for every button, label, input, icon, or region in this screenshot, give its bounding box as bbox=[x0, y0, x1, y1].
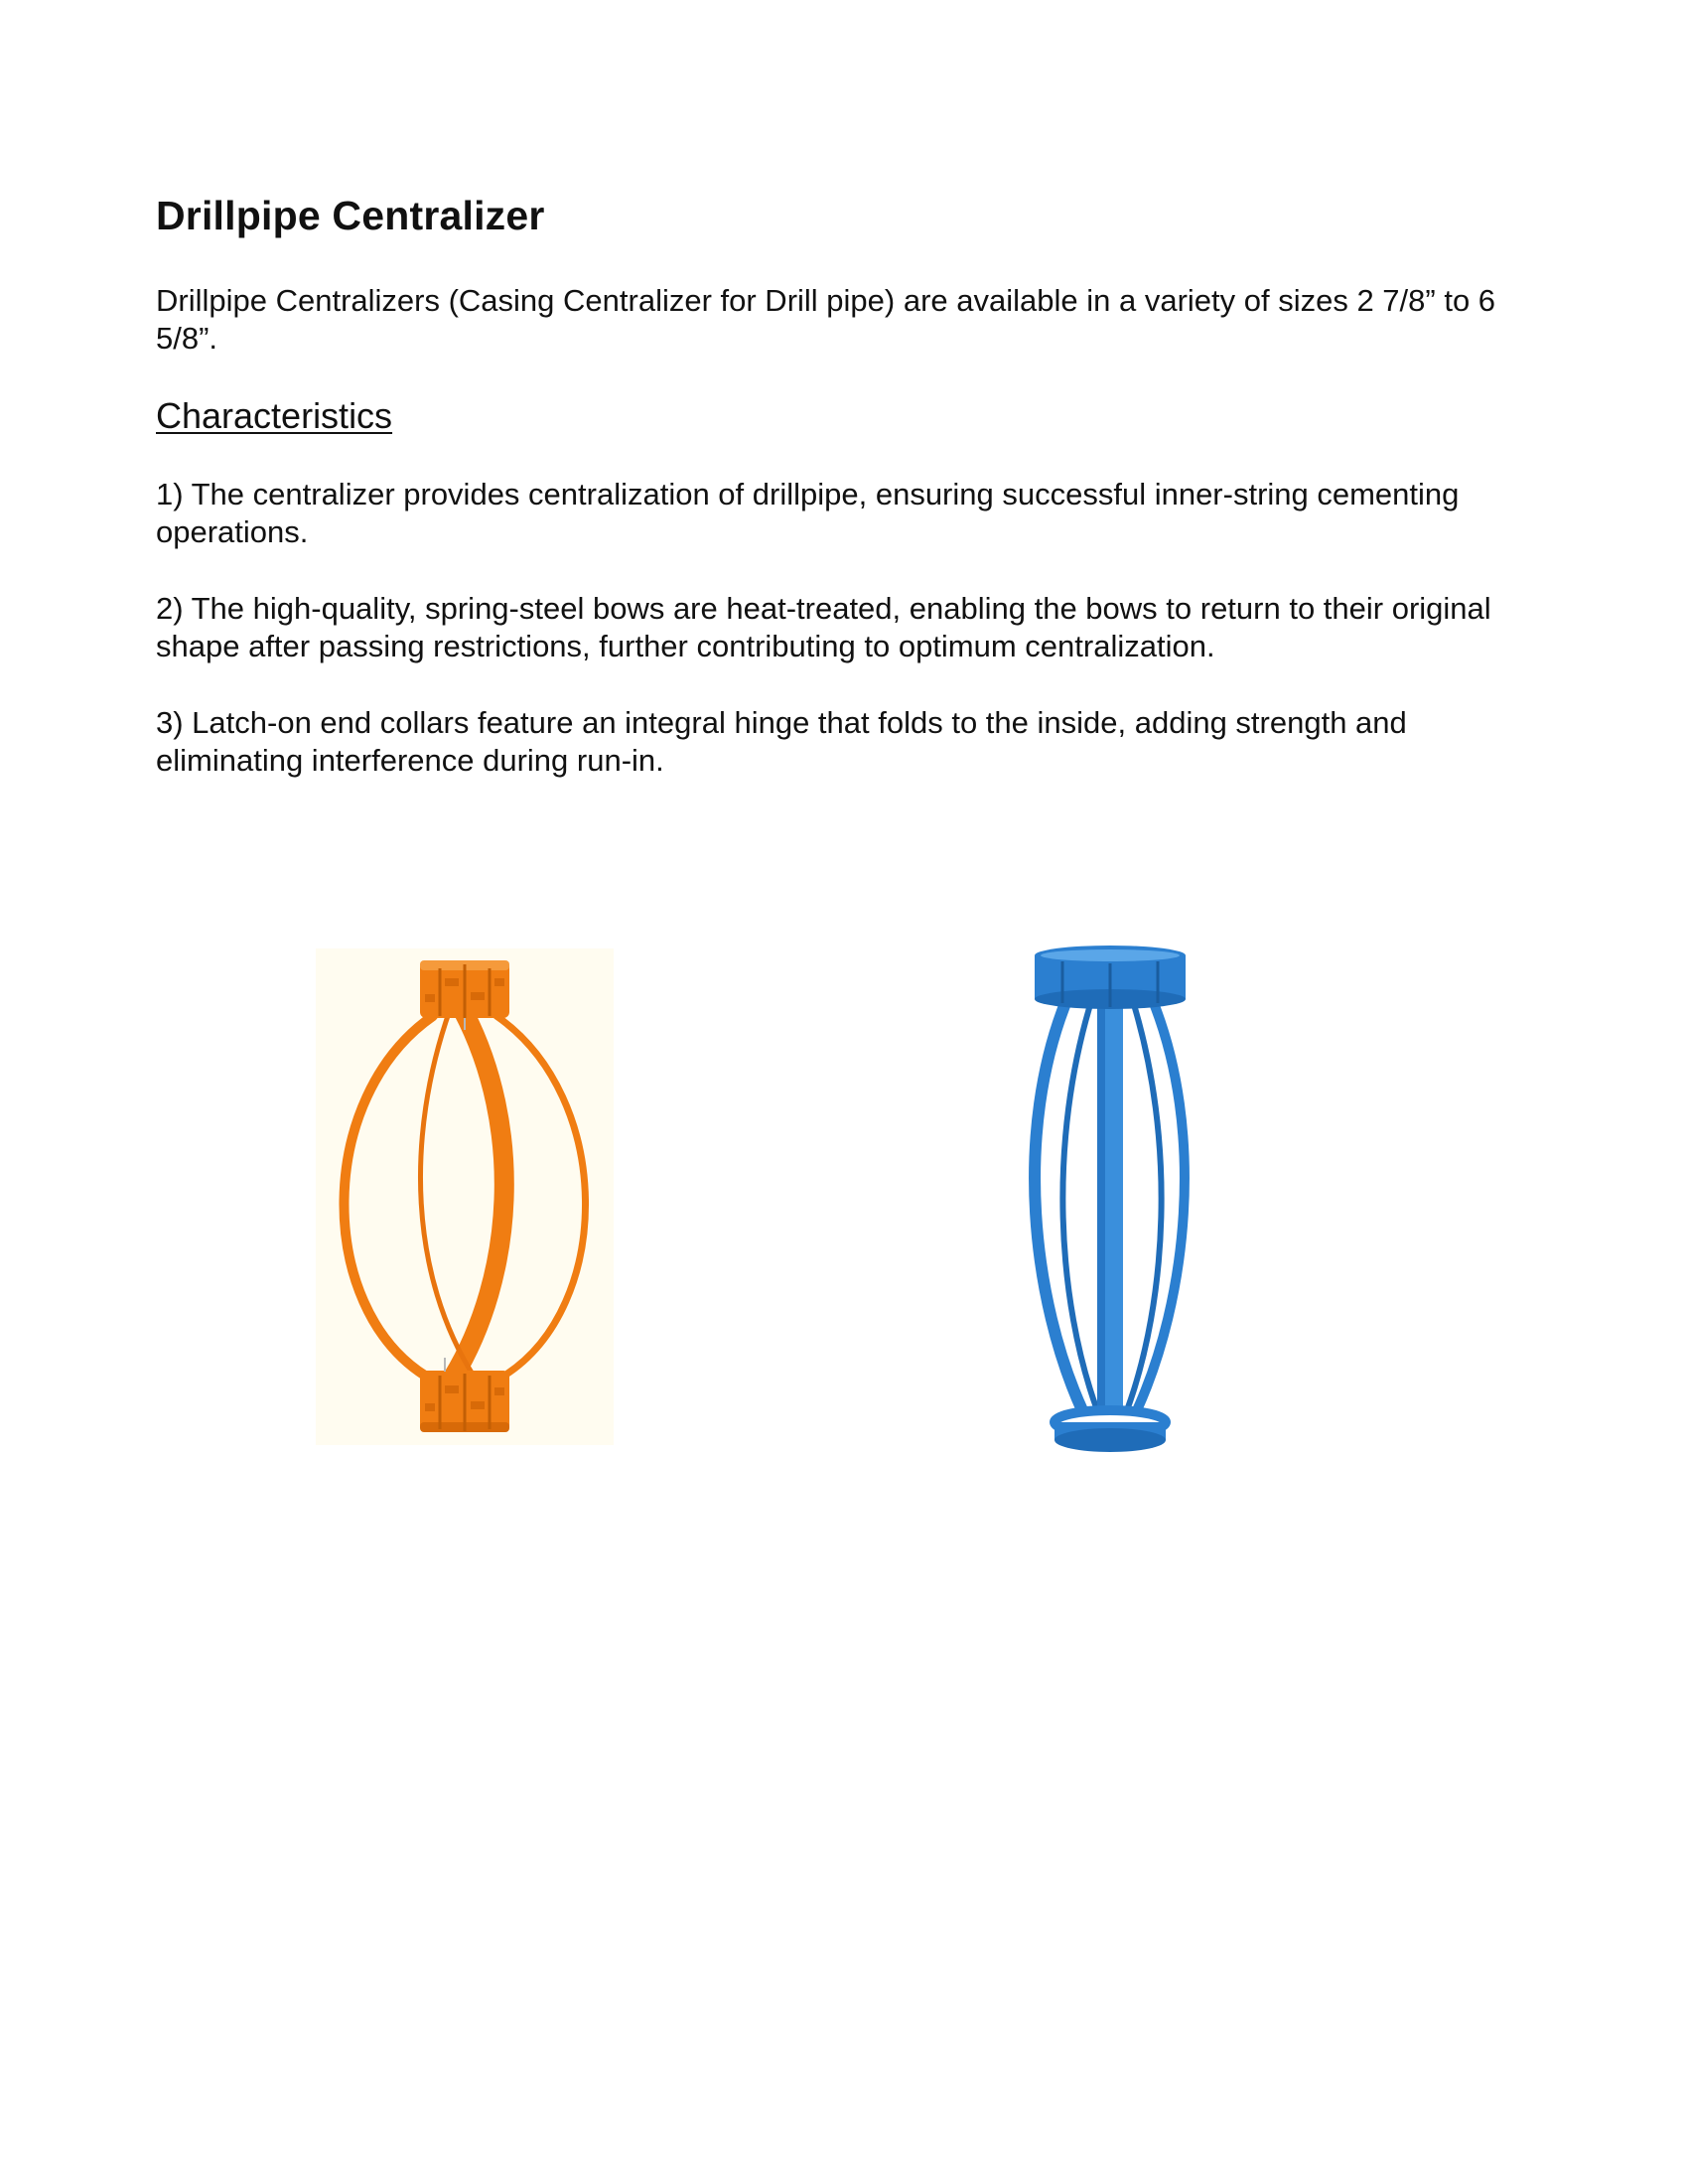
characteristic-item: 1) The centralizer provides centralization of drillpipe, ensuring successful inner-string cementing operations. bbox=[156, 477, 1460, 549]
intro-paragraph: Drillpipe Centralizers (Casing Centralizer for Drill pipe) are available in a variety of sizes 2 7/8” to 6 5/8”. bbox=[156, 283, 1496, 356]
blue-bow-centralizer-icon bbox=[1003, 944, 1221, 1455]
characteristics-heading: Characteristics bbox=[156, 395, 393, 436]
blue-centralizer-image bbox=[1003, 944, 1221, 1455]
characteristic-item: 2) The high-quality, spring-steel bows are heat-treated, enabling the bows to return to their original shape after passing restrictions, further contributing to optimum centralization. bbox=[156, 591, 1491, 663]
page-title: Drillpipe Centralizer bbox=[156, 193, 545, 238]
characteristic-item: 3) Latch-on end collars feature an integral hinge that folds to the inside, adding strength and eliminating interference during run-in. bbox=[156, 705, 1407, 778]
orange-bow-centralizer-icon bbox=[316, 948, 614, 1445]
orange-centralizer-image bbox=[316, 948, 614, 1445]
